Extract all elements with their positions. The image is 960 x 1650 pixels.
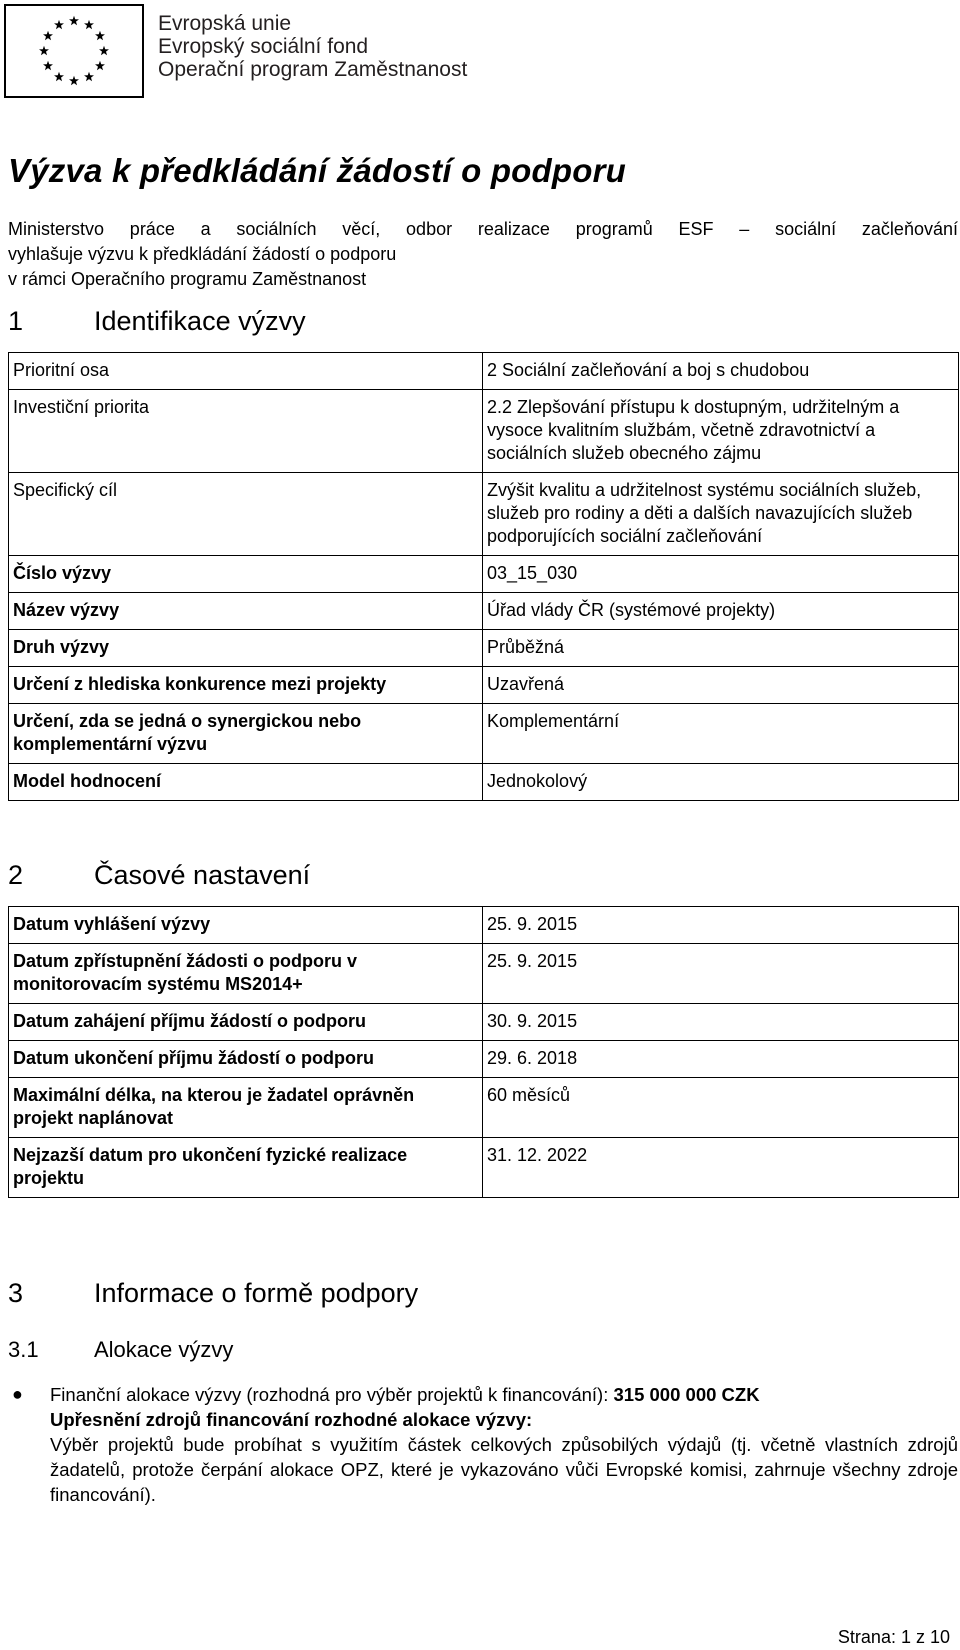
star-icon xyxy=(69,76,79,85)
table-row xyxy=(9,1078,959,1138)
field-label: Určení, zda se jedná o synergickou nebo komplementární výzvu xyxy=(9,704,483,764)
table-row xyxy=(9,944,959,1004)
field-label: Specifický cíl xyxy=(9,473,483,556)
field-label: Model hodnocení xyxy=(9,764,483,801)
bullet-icon: ● xyxy=(12,1384,23,1404)
table-row xyxy=(9,704,959,764)
date-label: Datum vyhlášení výzvy xyxy=(9,907,483,944)
subsection-heading-3-1 xyxy=(8,1337,233,1363)
field-value: Uzavřená xyxy=(483,667,959,704)
table-row xyxy=(9,473,959,556)
date-label: Datum zpřístupnění žádosti o podporu v monitorovacím systému MS2014+ xyxy=(9,944,483,1004)
document-title: Výzva k předkládání žádostí o podporu xyxy=(8,152,627,189)
subsection-number: 3.1 xyxy=(8,1337,39,1362)
date-label: Datum zahájení příjmu žádostí o podporu xyxy=(9,1004,483,1041)
field-label: Název výzvy xyxy=(9,593,483,630)
table-row xyxy=(9,1138,959,1198)
intro-line: Ministerstvo práce a sociálních věcí, odbor realizace programů ESF – sociální začleňování xyxy=(8,219,958,239)
table-row xyxy=(9,1041,959,1078)
timeline-table xyxy=(8,906,959,1198)
call-identification-table xyxy=(8,352,959,801)
allocation-bullet xyxy=(8,1382,958,1507)
field-value: Úřad vlády ČR (systémové projekty) xyxy=(483,593,959,630)
field-value: 03_15_030 xyxy=(483,556,959,593)
star-icon xyxy=(95,31,105,40)
date-value: 25. 9. 2015 xyxy=(483,907,959,944)
field-value: Jednokolový xyxy=(483,764,959,801)
date-label: Nejzazší datum pro ukončení fyzické realizace projektu xyxy=(9,1138,483,1198)
intro-line: v rámci Operačního programu Zaměstnanost xyxy=(8,269,367,289)
intro-paragraph xyxy=(8,217,958,292)
section-title: Informace o formě podpory xyxy=(94,1278,419,1308)
field-label: Druh výzvy xyxy=(9,630,483,667)
star-icon xyxy=(43,61,53,70)
table-row xyxy=(9,353,959,390)
star-icon xyxy=(84,20,94,29)
section-heading-3 xyxy=(8,1278,418,1309)
date-value: 31. 12. 2022 xyxy=(483,1138,959,1198)
field-value: Zvýšit kvalitu a udržitelnost systému sociálních služeb, služeb pro rodiny a děti a dalších navazujících služeb podporujících sociální začleňování xyxy=(483,473,959,556)
star-icon xyxy=(54,20,64,29)
field-value: 2 Sociální začleňování a boj s chudobou xyxy=(483,353,959,390)
date-value: 60 měsíců xyxy=(483,1078,959,1138)
section-title: Časové nastavení xyxy=(94,860,311,890)
section-title: Identifikace výzvy xyxy=(94,306,306,336)
table-row xyxy=(9,1004,959,1041)
allocation-prefix: Finanční alokace výzvy (rozhodná pro výběr projektů k financování): xyxy=(50,1384,614,1405)
star-icon xyxy=(39,46,49,55)
table-row xyxy=(9,630,959,667)
subsection-title: Alokace výzvy xyxy=(94,1337,234,1362)
funding-sources-heading: Upřesnění zdrojů financování rozhodné alokace výzvy: xyxy=(50,1409,533,1430)
logo-line: Operační program Zaměstnanost xyxy=(158,58,468,81)
page-number: Strana: 1 z 10 xyxy=(837,1627,950,1647)
table-row xyxy=(9,667,959,704)
star-icon xyxy=(69,16,79,25)
star-icon xyxy=(54,72,64,81)
logo-line: Evropská unie xyxy=(158,12,292,35)
star-icon xyxy=(43,31,53,40)
table-row xyxy=(9,390,959,473)
allocation-amount: 315 000 000 CZK xyxy=(613,1384,760,1405)
field-label: Určení z hlediska konkurence mezi projekty xyxy=(9,667,483,704)
table-row xyxy=(9,907,959,944)
field-label: Investiční priorita xyxy=(9,390,483,473)
date-value: 25. 9. 2015 xyxy=(483,944,959,1004)
star-icon xyxy=(99,46,109,55)
eu-stars-icon xyxy=(6,6,142,96)
table-row xyxy=(9,593,959,630)
date-value: 29. 6. 2018 xyxy=(483,1041,959,1078)
section-number: 1 xyxy=(8,306,24,336)
logo-line: Evropský sociální fond xyxy=(158,35,369,58)
section-heading-1 xyxy=(8,306,306,337)
field-value: 2.2 Zlepšování přístupu k dostupným, udržitelným a vysoce kvalitním službám, včetně zdravotnictví a sociálních služeb obecného zájmu xyxy=(483,390,959,473)
star-icon xyxy=(95,61,105,70)
date-value: 30. 9. 2015 xyxy=(483,1004,959,1041)
date-label: Datum ukončení příjmu žádostí o podporu xyxy=(9,1041,483,1078)
field-value: Komplementární xyxy=(483,704,959,764)
star-icon xyxy=(84,72,94,81)
field-label: Prioritní osa xyxy=(9,353,483,390)
field-value: Průběžná xyxy=(483,630,959,667)
table-row xyxy=(9,764,959,801)
intro-line: vyhlašuje výzvu k předkládání žádostí o podporu xyxy=(8,244,397,264)
date-label: Maximální délka, na kterou je žadatel oprávněn projekt naplánovat xyxy=(9,1078,483,1138)
field-label: Číslo výzvy xyxy=(9,556,483,593)
section-heading-2 xyxy=(8,860,310,891)
eu-flag-logo xyxy=(4,4,144,98)
table-row xyxy=(9,556,959,593)
funding-sources-text: Výběr projektů bude probíhat s využitím částek celkových způsobilých výdajů (tj. včetně vlastních zdrojů žadatelů, protože čerpání alokace OPZ, které je vykazováno vůči Evropské komisi, zahrnuje všechny zdroje financování). xyxy=(50,1434,958,1505)
section-number: 2 xyxy=(8,860,24,890)
section-number: 3 xyxy=(8,1278,24,1308)
programme-logo-text xyxy=(158,12,467,81)
